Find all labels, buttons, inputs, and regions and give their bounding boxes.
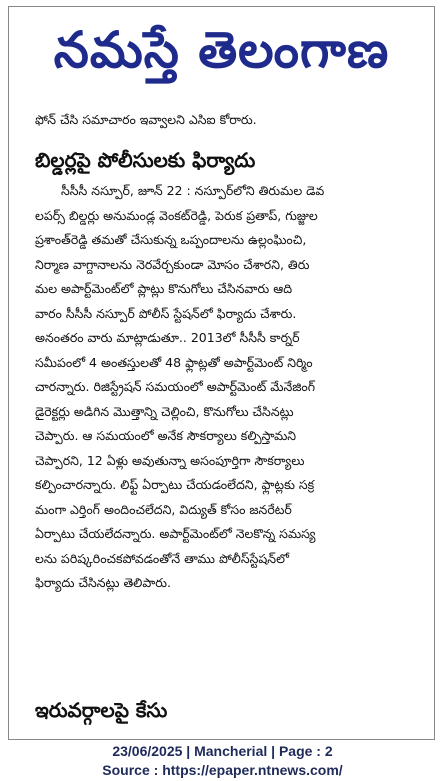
article-line: డైరెక్టర్లు అడిగిన మొత్తాన్ని చెల్లించి, కొనుగోలు చేసినట్లు [35, 403, 294, 419]
article-headline: బిల్డర్లపై పోలీసులకు ఫిర్యాదు [35, 148, 256, 172]
article-line: కల్పించారన్నారు. లిఫ్ట్ ఏర్పాటు చేయడంలేదని, ఫ్లాట్లకు సక్ర [35, 477, 315, 492]
next-article-headline: ఇరువర్గాలపై కేసు [35, 698, 168, 722]
article-line: లపర్స్ బిల్డర్లు అనుమండ్ల వెంకట్‌రెడ్డి, పెరుక ప్రతాప్, గుజ్జుల [35, 207, 318, 223]
article-body [35, 179, 425, 596]
clipping-frame [8, 6, 435, 740]
footer-source: Source : https://epaper.ntnews.com/ [102, 762, 343, 778]
article-line: ఏర్పాటు చేయలేదన్నారు. అపార్ట్‌మెంట్‌లో నెలకొన్న సమస్య [35, 526, 316, 541]
article-line: వారం సీసీసీ నస్పూర్ పోలీస్ స్టేషన్‌లో ఫిర్యాదు చేశారు. [35, 305, 297, 321]
article-line: ప్రశాంత్‌రెడ్డి తమతో చేసుకున్న ఒప్పందాలను ఉల్లంఘించి, [35, 232, 307, 247]
footer-date-edition: 23/06/2025 | Mancherial | Page : 2 [112, 743, 333, 759]
article-line: అనంతరం వారు మాట్లాడుతూ.. 2013లో సీసీసీ కార్నర్ [35, 330, 300, 345]
newspaper-masthead: నమస్తే తెలంగాణ [53, 21, 390, 79]
article-line: మంగా ఎర్తింగ్ అందించలేదని, విద్యుత్ కోసం జనరేటర్ [35, 501, 292, 517]
article-line: చెప్పారని, 12 ఏళ్లు అవుతున్నా అసంపూర్తిగా సౌకర్యాలు [35, 452, 305, 468]
article-line: సమీపంలో 4 అంతస్తులతో 48 ఫ్లాట్లతో అపార్ట్‌మెంట్ నిర్మిం [35, 354, 313, 370]
article-line: చెప్పారు. ఆ సమయంలో అనేక సౌకర్యాలు కల్పిస్తామని [35, 428, 297, 443]
article-line: మల అపార్ట్‌మెంట్‌లో ప్లాట్లు కొనుగోలు చేసినవారు ఆది [35, 281, 293, 296]
article-line: ఫిర్యాదు చేసినట్లు తెలిపారు. [35, 575, 171, 590]
article-line: సీసీసీ నస్పూర్, జూన్ 22 : నస్పూర్‌లోని తిరుమల డెవ [61, 183, 325, 198]
article-line: లను పరిష్కరించకపోవడంతోనే తాము పోలీస్‌స్టేషన్‌లో [35, 550, 289, 566]
article-line: నిర్మాణ వాగ్దానాలను నెరవేర్చకుండా మోసం చేశారని, తిరు [35, 256, 310, 272]
article-line: చారన్నారు. రిజిస్ట్రేషన్ సమయంలో అపార్ట్‌మెంట్ మేనేజింగ్ [35, 379, 315, 394]
previous-article-tail: ఫోన్ చేసి సమాచారం ఇవ్వాలని ఎసిఐ కోరారు. [35, 112, 257, 127]
